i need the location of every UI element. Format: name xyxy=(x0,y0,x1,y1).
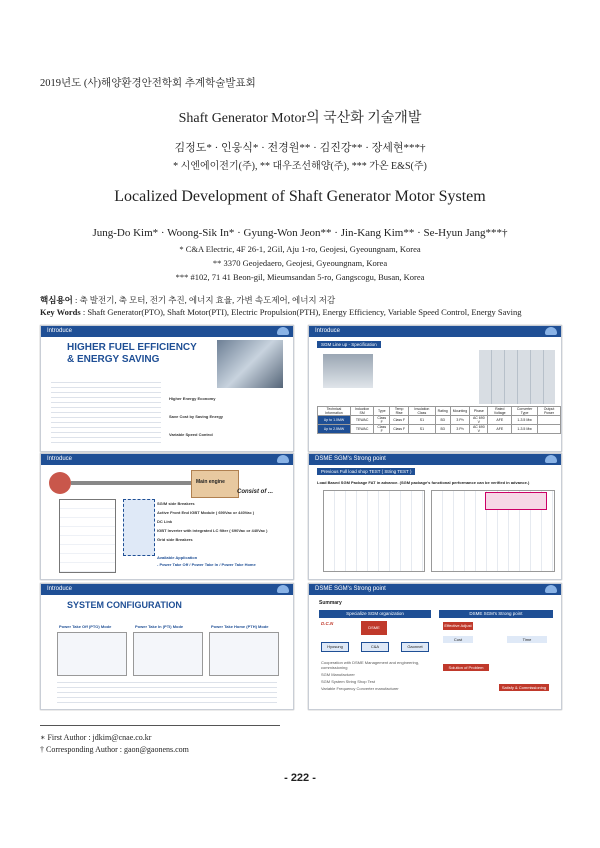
td: AC 690 V xyxy=(470,416,488,425)
keywords-english xyxy=(40,307,522,317)
app-label: Available Application xyxy=(157,555,198,560)
th: Phase xyxy=(470,407,488,416)
org-dsme: DSME xyxy=(361,621,387,635)
keywords-korean xyxy=(40,294,335,306)
app-text: - Power Take Off / Power Take In / Power Take Home xyxy=(157,562,256,567)
page-number: - 222 - xyxy=(284,772,316,784)
th: Type xyxy=(374,407,390,416)
keywords-korean-text: : 축 발전기, 축 모터, 전기 추진, 에너지 효율, 가변 속도제어, 에너지 저감 xyxy=(74,295,336,305)
affiliation-2: ** 3370 Geojedaero, Geojesi, Gyeoungnam, Korea xyxy=(212,258,388,268)
td: Up to 1.0MW xyxy=(318,416,351,425)
shaft-line xyxy=(71,481,191,485)
affiliation-3: *** #102, 71 41 Beon-gil, Mieumsandan 5-ro, Gangscogu, Busan, Korea xyxy=(175,272,425,282)
td: 1-3.5 Mw xyxy=(512,425,538,434)
td: 3 Ph xyxy=(450,416,469,425)
pth-diagram xyxy=(209,632,279,676)
keywords-korean-label: 핵심용어 xyxy=(40,295,73,305)
bullet-2: Save Cost by Saving Energy xyxy=(169,414,224,419)
td: Class F xyxy=(390,416,409,425)
td: S1 xyxy=(409,416,436,425)
footnote-first-author-text: First Author : jdkim@cnae.co.kr xyxy=(47,733,152,742)
org-dcn: D.C.N xyxy=(321,621,334,626)
mode-pto: Power Take Off (PTO) Mode xyxy=(59,624,112,629)
td: TEWAC xyxy=(350,425,373,434)
authors-korean: 김정도* · 인웅식* · 전경원** · 김진강** · 장세현***† xyxy=(174,142,426,154)
keywords-english-text: : Shaft Generator(PTO), Shaft Motor(PTI), Electric Propulsion(PTH), Energy Efficiency, Variable Speed Control, Energy Saving xyxy=(82,307,522,317)
slide-shop-test xyxy=(308,453,562,580)
th: Converter Type xyxy=(512,407,538,416)
footnote-first-author xyxy=(40,733,151,742)
th: Temp Rise xyxy=(390,407,409,416)
right-item-3: Time xyxy=(507,636,547,643)
highlight-box xyxy=(485,492,547,510)
td: 3 Ph xyxy=(450,425,469,434)
whale-logo-icon xyxy=(277,455,289,463)
bullet-1: Higher Energy Economy xyxy=(169,396,216,401)
slide-title: SYSTEM CONFIGURATION xyxy=(67,600,182,610)
slide-consist-of xyxy=(40,453,294,580)
slide-pill: Previous Full load shop TEST ( String TEST ) xyxy=(317,468,415,475)
td: 1-3.5 Mw xyxy=(512,416,538,425)
mode-pti: Power Take In (PTI) Mode xyxy=(135,624,184,629)
slide-header: DSME SGM's Strong point xyxy=(309,454,561,465)
th: Rating xyxy=(435,407,450,416)
org-gaonnet: Gaonnet xyxy=(401,642,429,652)
slide-fuel-efficiency xyxy=(40,325,294,452)
affiliation-1: * C&A Electric, 4F 26-1, 2Gil, Aju 1-ro, Geojesi, Gyeoungnam, Korea xyxy=(179,244,421,254)
slide-lineup-spec xyxy=(308,325,562,452)
th: Output Power xyxy=(538,407,561,416)
slide-summary xyxy=(308,583,562,710)
left-item-2: SGM Manufacturer xyxy=(321,672,355,677)
pto-diagram xyxy=(57,632,127,676)
th: Technical Information xyxy=(318,407,351,416)
consist-label: Consist of ... xyxy=(237,489,273,495)
right-item-4: Solution of Problem xyxy=(443,664,489,671)
org-cna: C&A xyxy=(361,642,389,652)
slide-header: Introduce xyxy=(41,584,293,595)
propeller-icon xyxy=(49,472,71,494)
authors-english: Jung-Do Kim* · Woong-Sik In* · Gyung-Won Jeon** · Jin-Kang Kim** · Se-Hyun Jang***† xyxy=(92,227,508,239)
slide-pill: SGM Line up - Specification xyxy=(317,341,381,348)
td: AFE xyxy=(488,425,512,434)
slide-header: Introduce xyxy=(309,326,561,337)
org-hyosung: Hyosung xyxy=(321,642,349,652)
title-korean: Shaft Generator Motor의 국산화 기술개발 xyxy=(178,111,422,126)
item-1: SG/M side Breakers xyxy=(157,501,195,506)
right-item-1: Effective Adjust xyxy=(444,623,472,628)
motor-photo xyxy=(217,340,283,388)
item-3: DC Link xyxy=(157,519,173,524)
affiliations-korean: * 시엔에이전기(주), ** 대우조선해양(주), *** 가온 E&S(주) xyxy=(173,161,427,172)
cabinet-photo xyxy=(479,350,555,404)
test-diagram-left xyxy=(323,490,425,572)
slide-subtitle: Load Based SGM Package FAT in advance. (SGM package's functional performance can be verified in advance.) xyxy=(317,480,530,485)
td: B3 xyxy=(435,425,450,434)
td: AC 690 V xyxy=(470,425,488,434)
td: Class F xyxy=(374,416,390,425)
left-title: Specialize SGM organization xyxy=(319,610,431,618)
main-engine-label: Main engine xyxy=(196,479,225,485)
td: Class F xyxy=(374,425,390,434)
left-item-3: SGM System String Shop Test xyxy=(321,679,375,684)
whale-logo-icon xyxy=(277,585,289,593)
td: S1 xyxy=(409,425,436,434)
td: TEWAC xyxy=(350,416,373,425)
keywords-english-label: Key Words xyxy=(40,307,81,317)
converter-box xyxy=(123,499,155,556)
footnote-corresponding xyxy=(40,745,189,754)
slide-title-line1: HIGHER FUEL EFFICIENCY xyxy=(67,342,197,353)
whale-logo-icon xyxy=(277,327,289,335)
td: Class F xyxy=(390,425,409,434)
footnote-rule xyxy=(40,725,280,726)
asterisk-icon: ∗ xyxy=(40,733,48,742)
left-item-4: Variable Frequency Converter manufacturer xyxy=(321,686,399,691)
right-title: DSME SGM's Strong point xyxy=(439,610,553,618)
right-item-5: Satisfy & Commissioning xyxy=(499,684,549,691)
conference-header: 2019년도 (사)해양환경안전학회 추계학술발표회 xyxy=(40,78,256,89)
item-5: Grid side Breakers xyxy=(157,537,193,542)
mode-descriptions xyxy=(57,678,277,704)
item-4: IGBT Inverter with integrated LC filter ( 690Vac or 440Vac ) xyxy=(157,528,268,533)
schematic-diagram xyxy=(59,499,116,573)
slide-header: DSME SGM's Strong point xyxy=(309,584,561,595)
slide-title-line2: & ENERGY SAVING xyxy=(67,354,160,365)
bullet-3: Variable Speed Control xyxy=(169,432,213,437)
mode-pth: Power Take Home (PTH) Mode xyxy=(211,624,269,629)
spec-table xyxy=(317,406,561,434)
right-item-2: Cost xyxy=(443,636,473,643)
td xyxy=(538,416,561,425)
footnote-corresponding-text: Corresponding Author : gaon@gaonens.com xyxy=(46,745,189,754)
td: Up to 2.5MW xyxy=(318,425,351,434)
dagger-icon: † xyxy=(40,745,46,754)
whale-logo-icon xyxy=(545,585,557,593)
title-english: Localized Development of Shaft Generator Motor System xyxy=(114,188,486,205)
item-2: Active Front End IGBT Module ( 690Vac or 440Vac ) xyxy=(157,510,255,515)
td: AFE xyxy=(488,416,512,425)
td xyxy=(538,425,561,434)
td: B3 xyxy=(435,416,450,425)
left-item-1: Cooperation with DSME Management and engineering, commissioning xyxy=(321,660,420,670)
th: Rated Voltage xyxy=(488,407,512,416)
body-text-block xyxy=(51,378,161,446)
pti-diagram xyxy=(133,632,203,676)
th: Insulation Class xyxy=(409,407,436,416)
slide-header: Introduce xyxy=(41,454,293,465)
summary-label: Summary xyxy=(319,600,342,606)
slide-header: Introduce xyxy=(41,326,293,337)
th: Induction SM xyxy=(350,407,373,416)
whale-logo-icon xyxy=(545,327,557,335)
motor-photo xyxy=(323,354,373,388)
whale-logo-icon xyxy=(545,455,557,463)
th: Mounting xyxy=(450,407,469,416)
slide-system-config xyxy=(40,583,294,710)
